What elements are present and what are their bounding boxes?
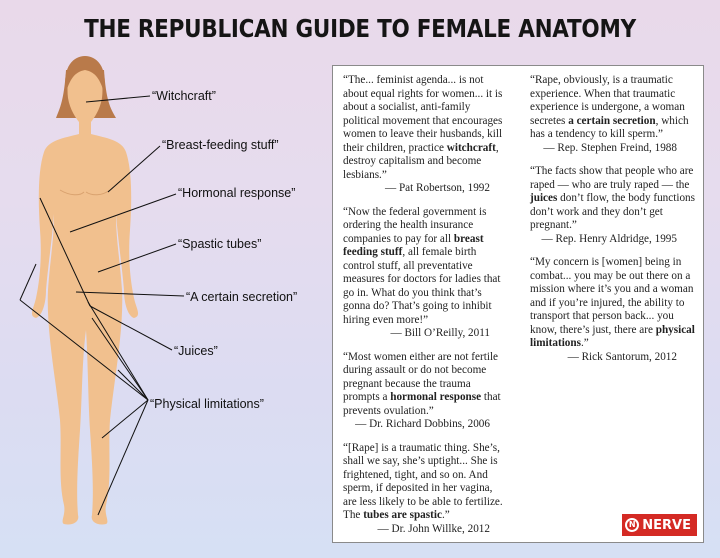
quote-aldridge: “The facts show that people who are raped — who are truly raped — the juices don’t flow, the body functions don’t work and they don’t get pregnant.” — Rep. Henry Aldridge, 1995 <box>530 165 695 245</box>
quote-attribution: — Dr. Richard Dobbins, 2006 <box>355 418 490 430</box>
quote-attribution: — Pat Robertson, 1992 <box>384 182 490 194</box>
quote-attribution: — Rep. Henry Aldridge, 1995 <box>541 232 677 245</box>
quote-dobbins: “Most women either are not fertile during assault or do not become pregnant because the trauma prompts a hormonal response that prevents ovulation.” — Dr. Richard Dobbins, 2006 <box>343 351 508 432</box>
quotes-panel <box>332 65 704 543</box>
nerve-logo <box>622 514 697 536</box>
label-juices: “Juices” <box>174 344 218 358</box>
nerve-logo-text: NERVE <box>642 517 691 533</box>
pointer-physical-7 <box>20 264 36 300</box>
label-breastfeeding: “Breast-feeding stuff” <box>162 138 279 152</box>
quotes-column-right <box>530 74 695 374</box>
quote-attribution: — Rick Santorum, 2012 <box>567 350 677 363</box>
quote-robertson: “The... feminist agenda... is not about equal rights for women... it is about a socialist, anti-family political movement that encourages women to leave their husbands, kill their children, practice witchcraft, destroy capitalism and become lesbians.” — Pat Robertson, 1992 <box>343 74 508 196</box>
label-physical: “Physical limitations” <box>150 397 264 411</box>
quote-oreilly: “Now the federal government is ordering the health insurance companies to pay for all breast feeding stuff, all female birth control stuff, all preventative measures for doctors for ladies that go in. What do you think that’s gonna do? That’s going to inhibit hiring even more!” — Bill O’Reilly, 2011 <box>343 206 508 341</box>
quote-santorum: “My concern is [women] being in combat... you may be out there on a mission where it’s you and a woman and if you’re injured, the ability to transport that person back... you know, there’s just, there are physical limitations.” — Rick Santorum, 2012 <box>530 256 695 363</box>
label-secretion: “A certain secretion” <box>186 290 298 304</box>
label-hormonal: “Hormonal response” <box>178 186 296 200</box>
quote-freind: “Rape, obviously, is a traumatic experience. When that traumatic experience is undergone, a woman secretes a certain secretion, which has a tendency to kill sperm.” — Rep. Stephen Freind, 1988 <box>530 74 695 155</box>
nerve-logo-icon: N <box>625 518 639 532</box>
label-witchcraft: “Witchcraft” <box>152 89 216 103</box>
quote-attribution: — Bill O’Reilly, 2011 <box>390 327 490 339</box>
quote-attribution: — Dr. John Willke, 2012 <box>377 522 490 535</box>
page-title: THE REPUBLICAN GUIDE TO FEMALE ANATOMY <box>84 14 636 43</box>
quotes-column-left <box>343 74 508 546</box>
female-figure-illustration <box>0 0 330 558</box>
quote-attribution: — Rep. Stephen Freind, 1988 <box>543 141 677 154</box>
label-spastic: “Spastic tubes” <box>178 237 262 251</box>
quote-willke: “[Rape] is a traumatic thing. She’s, shall we say, she’s uptight... She is frightened, tight, and so on. And sperm, if deposited in her vagina, are less likely to be able to fertilize. The tubes are spastic.” — Dr. John Willke, 2012 <box>343 442 508 537</box>
pointer-physical-3 <box>118 370 148 400</box>
